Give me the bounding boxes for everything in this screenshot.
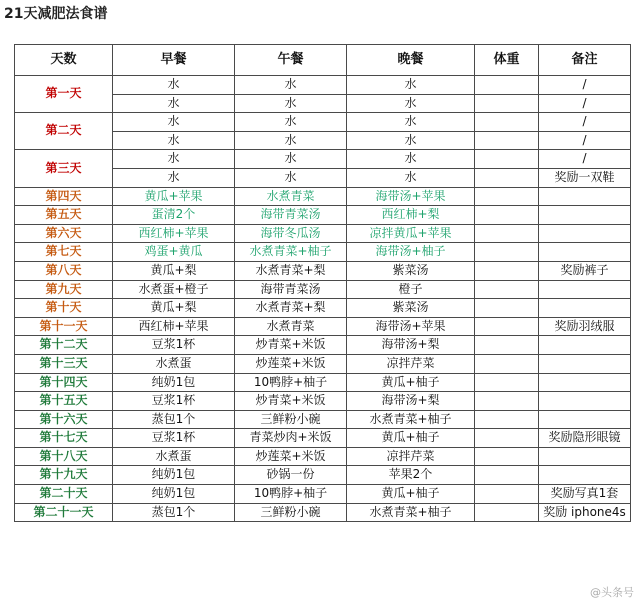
lunch-cell: 水煮青菜 <box>235 187 347 206</box>
breakfast-cell: 豆浆1杯 <box>113 429 235 448</box>
weight-cell <box>475 113 539 132</box>
dinner-cell: 凉拌芹菜 <box>347 447 475 466</box>
notes-cell <box>539 299 631 318</box>
lunch-cell: 水煮青菜 <box>235 317 347 336</box>
meal-plan-table <box>14 44 631 522</box>
breakfast-cell: 豆浆1杯 <box>113 336 235 355</box>
dinner-cell: 水 <box>347 168 475 187</box>
breakfast-cell: 西红柿+苹果 <box>113 224 235 243</box>
lunch-cell: 砂锅一份 <box>235 466 347 485</box>
notes-cell: 奖励 iphone4s <box>539 503 631 522</box>
weight-cell <box>475 243 539 262</box>
lunch-cell: 三鲜粉小碗 <box>235 410 347 429</box>
day-label: 第十二天 <box>15 336 113 355</box>
breakfast-cell: 蒸包1个 <box>113 503 235 522</box>
notes-cell: 奖励隐形眼镜 <box>539 429 631 448</box>
weight-cell <box>475 76 539 95</box>
breakfast-cell: 水煮蛋 <box>113 447 235 466</box>
lunch-cell: 水 <box>235 113 347 132</box>
day-label: 第十七天 <box>15 429 113 448</box>
breakfast-cell: 纯奶1包 <box>113 373 235 392</box>
notes-cell <box>539 243 631 262</box>
day-label: 第十四天 <box>15 373 113 392</box>
breakfast-cell: 水煮蛋 <box>113 354 235 373</box>
dinner-cell: 凉拌黄瓜+苹果 <box>347 224 475 243</box>
breakfast-cell: 纯奶1包 <box>113 466 235 485</box>
lunch-cell: 炒青菜+米饭 <box>235 336 347 355</box>
notes-cell: / <box>539 131 631 150</box>
breakfast-cell: 水煮蛋+橙子 <box>113 280 235 299</box>
table-body <box>15 76 631 522</box>
header-day: 天数 <box>15 45 113 76</box>
day-label: 第二天 <box>15 113 113 150</box>
notes-cell <box>539 280 631 299</box>
notes-cell: / <box>539 76 631 95</box>
notes-cell <box>539 336 631 355</box>
dinner-cell: 海带汤+梨 <box>347 336 475 355</box>
table-row <box>15 150 631 169</box>
notes-cell <box>539 410 631 429</box>
table-row <box>15 485 631 504</box>
table-row <box>15 392 631 411</box>
dinner-cell: 紫菜汤 <box>347 261 475 280</box>
dinner-cell: 西红柿+梨 <box>347 206 475 225</box>
table-row <box>15 429 631 448</box>
day-label: 第二十天 <box>15 485 113 504</box>
table-row <box>15 261 631 280</box>
notes-cell: 奖励一双鞋 <box>539 168 631 187</box>
weight-cell <box>475 261 539 280</box>
weight-cell <box>475 94 539 113</box>
breakfast-cell: 水 <box>113 131 235 150</box>
day-label: 第十三天 <box>15 354 113 373</box>
notes-cell: 奖励裤子 <box>539 261 631 280</box>
notes-cell: 奖励写真1套 <box>539 485 631 504</box>
dinner-cell: 水 <box>347 150 475 169</box>
day-label: 第七天 <box>15 243 113 262</box>
header-breakfast: 早餐 <box>113 45 235 76</box>
day-label: 第十八天 <box>15 447 113 466</box>
day-label: 第九天 <box>15 280 113 299</box>
dinner-cell: 海带汤+苹果 <box>347 187 475 206</box>
weight-cell <box>475 299 539 318</box>
day-label: 第十六天 <box>15 410 113 429</box>
breakfast-cell: 黄瓜+梨 <box>113 299 235 318</box>
table-row <box>15 113 631 132</box>
day-label: 第四天 <box>15 187 113 206</box>
dinner-cell: 紫菜汤 <box>347 299 475 318</box>
breakfast-cell: 纯奶1包 <box>113 485 235 504</box>
lunch-cell: 水 <box>235 131 347 150</box>
dinner-cell: 黄瓜+柚子 <box>347 429 475 448</box>
table-header-row <box>15 45 631 76</box>
dinner-cell: 水 <box>347 131 475 150</box>
dinner-cell: 海带汤+苹果 <box>347 317 475 336</box>
weight-cell <box>475 354 539 373</box>
dinner-cell: 黄瓜+柚子 <box>347 373 475 392</box>
table-row <box>15 447 631 466</box>
dinner-cell: 水 <box>347 113 475 132</box>
header-lunch: 午餐 <box>235 45 347 76</box>
table-row <box>15 243 631 262</box>
table-row <box>15 354 631 373</box>
lunch-cell: 水 <box>235 168 347 187</box>
weight-cell <box>475 131 539 150</box>
weight-cell <box>475 317 539 336</box>
day-label: 第二十一天 <box>15 503 113 522</box>
lunch-cell: 炒莲菜+米饭 <box>235 354 347 373</box>
weight-cell <box>475 485 539 504</box>
weight-cell <box>475 410 539 429</box>
breakfast-cell: 西红柿+苹果 <box>113 317 235 336</box>
table-row <box>15 373 631 392</box>
weight-cell <box>475 429 539 448</box>
weight-cell <box>475 503 539 522</box>
day-label: 第十天 <box>15 299 113 318</box>
dinner-cell: 凉拌芹菜 <box>347 354 475 373</box>
weight-cell <box>475 447 539 466</box>
day-label: 第三天 <box>15 150 113 187</box>
weight-cell <box>475 373 539 392</box>
breakfast-cell: 豆浆1杯 <box>113 392 235 411</box>
lunch-cell: 水煮青菜+柚子 <box>235 243 347 262</box>
table-row <box>15 187 631 206</box>
breakfast-cell: 水 <box>113 168 235 187</box>
notes-cell: / <box>539 94 631 113</box>
header-notes: 备注 <box>539 45 631 76</box>
weight-cell <box>475 150 539 169</box>
dinner-cell: 苹果2个 <box>347 466 475 485</box>
table-row <box>15 299 631 318</box>
day-label: 第十五天 <box>15 392 113 411</box>
lunch-cell: 青菜炒肉+米饭 <box>235 429 347 448</box>
breakfast-cell: 鸡蛋+黄瓜 <box>113 243 235 262</box>
watermark: @头条号 <box>590 586 634 599</box>
notes-cell <box>539 206 631 225</box>
header-dinner: 晚餐 <box>347 45 475 76</box>
table-row <box>15 317 631 336</box>
breakfast-cell: 水 <box>113 150 235 169</box>
weight-cell <box>475 466 539 485</box>
notes-cell <box>539 187 631 206</box>
weight-cell <box>475 280 539 299</box>
day-label: 第十一天 <box>15 317 113 336</box>
day-label: 第六天 <box>15 224 113 243</box>
table-row <box>15 280 631 299</box>
lunch-cell: 水 <box>235 150 347 169</box>
weight-cell <box>475 187 539 206</box>
lunch-cell: 海带冬瓜汤 <box>235 224 347 243</box>
lunch-cell: 炒青菜+米饭 <box>235 392 347 411</box>
lunch-cell: 10鸭脖+柚子 <box>235 373 347 392</box>
lunch-cell: 10鸭脖+柚子 <box>235 485 347 504</box>
lunch-cell: 水 <box>235 94 347 113</box>
notes-cell: / <box>539 150 631 169</box>
day-label: 第十九天 <box>15 466 113 485</box>
dinner-cell: 海带汤+梨 <box>347 392 475 411</box>
day-label: 第五天 <box>15 206 113 225</box>
notes-cell <box>539 447 631 466</box>
dinner-cell: 黄瓜+柚子 <box>347 485 475 504</box>
notes-cell: / <box>539 113 631 132</box>
lunch-cell: 炒莲菜+米饭 <box>235 447 347 466</box>
lunch-cell: 水煮青菜+梨 <box>235 299 347 318</box>
breakfast-cell: 黄瓜+苹果 <box>113 187 235 206</box>
breakfast-cell: 水 <box>113 76 235 95</box>
day-label: 第八天 <box>15 261 113 280</box>
lunch-cell: 水煮青菜+梨 <box>235 261 347 280</box>
dinner-cell: 水煮青菜+柚子 <box>347 410 475 429</box>
page-title: 21天减肥法食谱 <box>4 6 108 22</box>
dinner-cell: 水煮青菜+柚子 <box>347 503 475 522</box>
notes-cell: 奖励羽绒服 <box>539 317 631 336</box>
dinner-cell: 水 <box>347 76 475 95</box>
dinner-cell: 橙子 <box>347 280 475 299</box>
weight-cell <box>475 392 539 411</box>
dinner-cell: 海带汤+柚子 <box>347 243 475 262</box>
lunch-cell: 海带青菜汤 <box>235 206 347 225</box>
table-row <box>15 336 631 355</box>
lunch-cell: 水 <box>235 76 347 95</box>
table-row <box>15 503 631 522</box>
breakfast-cell: 蛋清2个 <box>113 206 235 225</box>
notes-cell <box>539 354 631 373</box>
notes-cell <box>539 373 631 392</box>
lunch-cell: 海带青菜汤 <box>235 280 347 299</box>
weight-cell <box>475 336 539 355</box>
breakfast-cell: 水 <box>113 94 235 113</box>
table-row <box>15 466 631 485</box>
weight-cell <box>475 224 539 243</box>
breakfast-cell: 黄瓜+梨 <box>113 261 235 280</box>
breakfast-cell: 水 <box>113 113 235 132</box>
header-weight: 体重 <box>475 45 539 76</box>
lunch-cell: 三鲜粉小碗 <box>235 503 347 522</box>
breakfast-cell: 蒸包1个 <box>113 410 235 429</box>
day-label: 第一天 <box>15 76 113 113</box>
notes-cell <box>539 224 631 243</box>
notes-cell <box>539 392 631 411</box>
table-row <box>15 410 631 429</box>
table-row <box>15 224 631 243</box>
dinner-cell: 水 <box>347 94 475 113</box>
weight-cell <box>475 206 539 225</box>
notes-cell <box>539 466 631 485</box>
table-row <box>15 76 631 95</box>
weight-cell <box>475 168 539 187</box>
table-row <box>15 206 631 225</box>
